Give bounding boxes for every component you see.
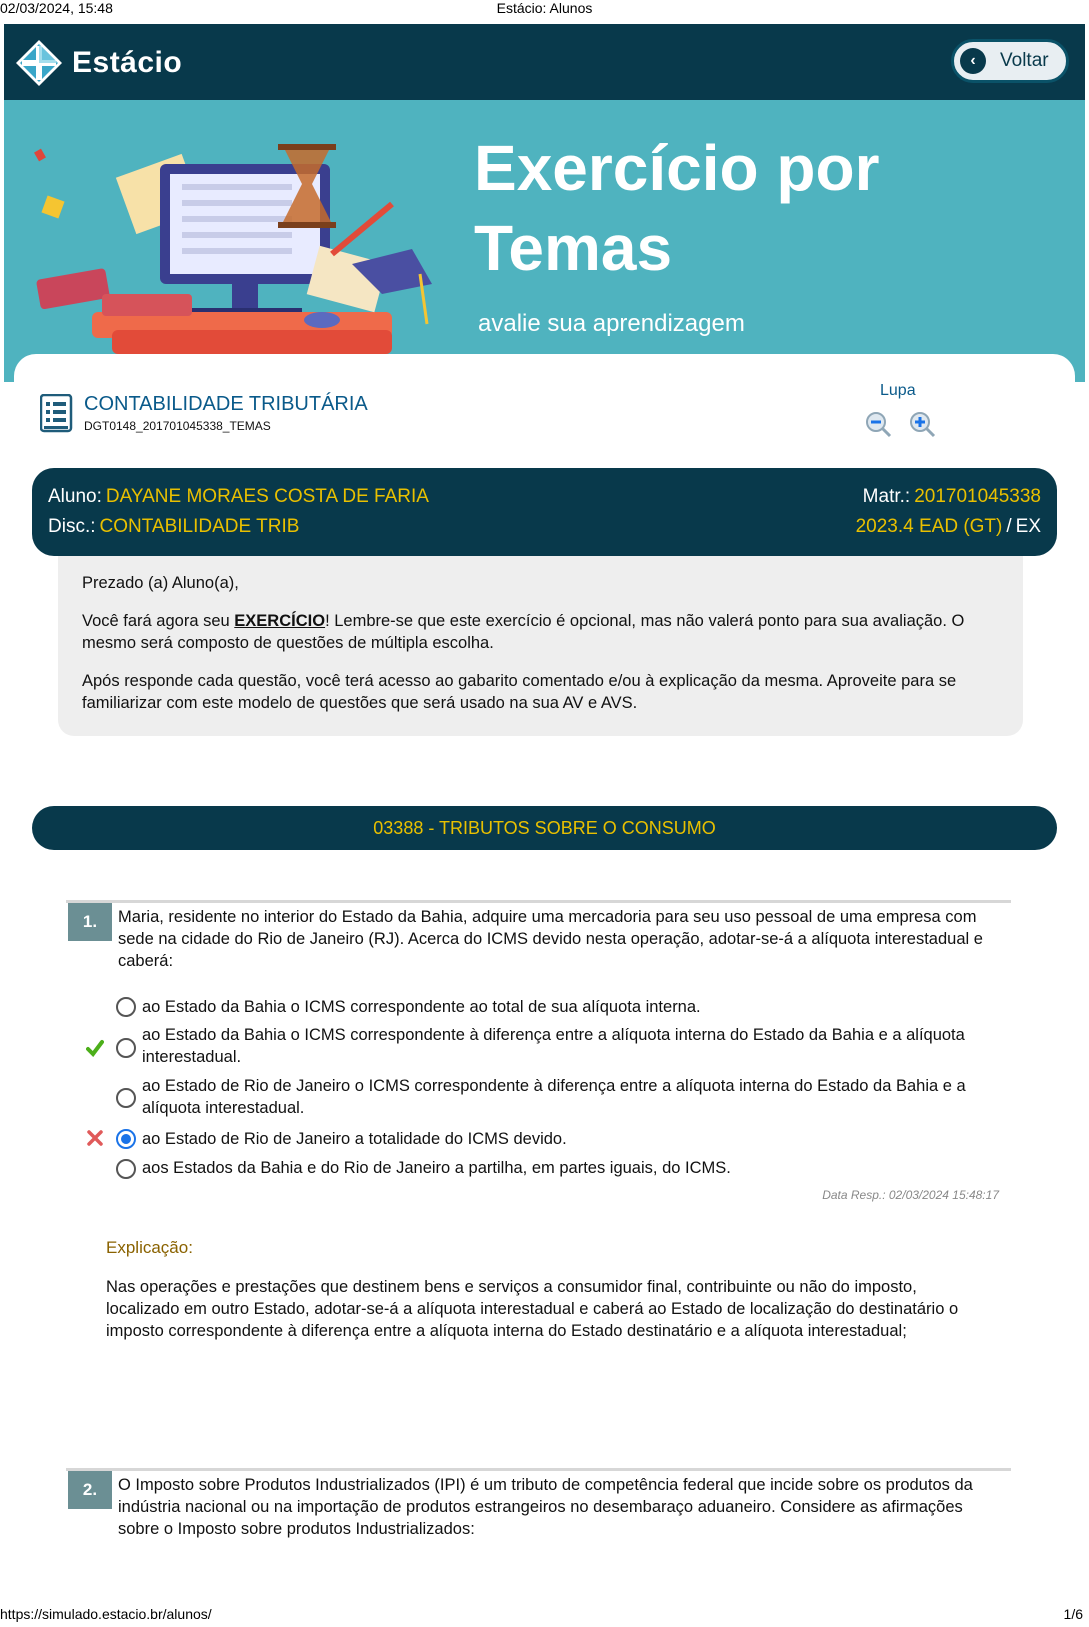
estacio-logo[interactable] [14,38,182,88]
course-code: DGT0148_201701045338_TEMAS [84,419,271,433]
print-datetime: 02/03/2024, 15:48 [0,0,113,16]
response-date: Data Resp.: 02/03/2024 15:48:17 [822,1188,999,1202]
option-radio-a[interactable] [116,997,136,1017]
zoom-out-icon[interactable] [864,410,892,438]
question-number: 1. [68,903,112,941]
print-footer [0,1606,1089,1624]
question-divider [66,1468,1011,1471]
aluno-name: DAYANE MORAES COSTA DE FARIA [105,486,429,507]
option-radio-d[interactable] [116,1129,136,1149]
option-text-c[interactable]: ao Estado de Rio de Janeiro o ICMS correspondente à diferença entre a alíquota interna do Estado da Bahia e a alíquota interestadual. [142,1077,966,1117]
print-page-count: 1/6 [1063,1606,1083,1622]
explanation-text: Nas operações e prestações que destinem bens e serviços a consumidor final, contribuinte ou não do imposto, localizado em outro Estado, adotar-se-á a alíquota interestadual e caberá ao Estado de localização do destinatário o imposto correspondente à diferença entre a alíquota interna do Estado destinatário e a alíquota interestadual; [106,1278,959,1340]
option-text-d[interactable]: ao Estado de Rio de Janeiro a totalidade do ICMS devido. [142,1130,567,1148]
question-text: O Imposto sobre Produtos Industrializados (IPI) é um tributo de competência federal que incide sobre os produtos da indústria nacional ou na importação de produtos estrangeiros no desembaraço aduaneiro. Considere as afirmações sobre o Imposto sobre produtos Industrializados: [118,1476,973,1538]
hero-title [474,128,880,288]
period-row [856,516,1041,538]
print-header [0,0,1089,18]
intro-paragraph-1 [82,610,999,654]
disc-label: Disc.: [48,516,96,537]
option-radio-b[interactable] [116,1038,136,1058]
top-header [4,24,1085,100]
intro-greeting: Prezado (a) Aluno(a), [82,574,239,592]
exam-type: EX [1015,516,1041,537]
lupa-label: Lupa [880,382,916,399]
print-url: https://simulado.estacio.br/alunos/ [0,1606,212,1622]
exercicio-link[interactable]: EXERCÍCIO [234,612,326,630]
document-list-icon [40,394,74,434]
disc-name: CONTABILIDADE TRIB [99,516,300,537]
aluno-row [48,486,429,508]
hero-title-line1: Exercício por [474,132,880,204]
aluno-label: Aluno: [48,486,102,507]
intro-paragraph-2: Após responde cada questão, você terá acesso ao gabarito comentado e/ou à explicação da mesma. Aproveite para se familiarizar com este modelo de questões que será usado na sua AV e AVS. [82,672,957,712]
topic-header: 03388 - TRIBUTOS SOBRE O CONSUMO [32,806,1057,850]
chevron-left-icon: ‹ [960,48,986,74]
option-text-b[interactable]: ao Estado da Bahia o ICMS correspondente à diferença entre a alíquota interna do Estado da Bahia e a alíquota interestadual. [142,1026,965,1066]
back-button-label: Voltar [1000,50,1049,71]
question-number: 2. [68,1471,112,1509]
student-info-bar [32,468,1057,556]
estacio-logo-icon [14,38,64,88]
option-radio-c[interactable] [116,1088,136,1108]
option-radio-e[interactable] [116,1159,136,1179]
period-value: 2023.4 EAD (GT) [855,516,1003,537]
matr-label: Matr.: [862,486,911,507]
explanation-label: Explicação: [106,1238,193,1257]
course-title: CONTABILIDADE TRIBUTÁRIA [84,393,368,415]
option-text-a[interactable]: ao Estado da Bahia o ICMS correspondente ao total de sua alíquota interna. [142,998,701,1016]
matr-row [863,486,1041,508]
intro-box [58,556,1023,736]
zoom-in-icon[interactable] [908,410,936,438]
matr-value: 201701045338 [914,486,1041,507]
hero-subtitle: avalie sua aprendizagem [478,310,745,337]
study-illustration-icon [32,144,452,384]
wrong-x-icon [86,1129,104,1147]
hero-banner [4,100,1085,382]
option-text-e[interactable]: aos Estados da Bahia e do Rio de Janeiro a partilha, em partes iguais, do ICMS. [142,1159,731,1177]
brand-name: Estácio [72,46,183,79]
hero-title-line2: Temas [474,212,673,284]
disc-row [48,516,299,538]
correct-check-icon [86,1039,104,1057]
back-button[interactable] [951,39,1069,83]
question-text: Maria, residente no interior do Estado da Bahia, adquire uma mercadoria para seu uso pessoal de uma empresa com sede na cidade do Rio de Janeiro (RJ). Acerca do ICMS devido nesta operação, adotar-se-á a alíquota interestadual e caberá: [118,908,983,970]
question-divider [66,900,1011,903]
intro-p1-end: ! Lembre-se que este exercício é opcional, mas não valerá ponto para sua avaliação. O mesmo será composto de questões de múltipla escolha. [82,612,965,652]
print-page-title: Estácio: Alunos [496,0,593,16]
period-slash: / [1006,516,1012,537]
intro-p1-start: Você fará agora seu [82,612,235,630]
